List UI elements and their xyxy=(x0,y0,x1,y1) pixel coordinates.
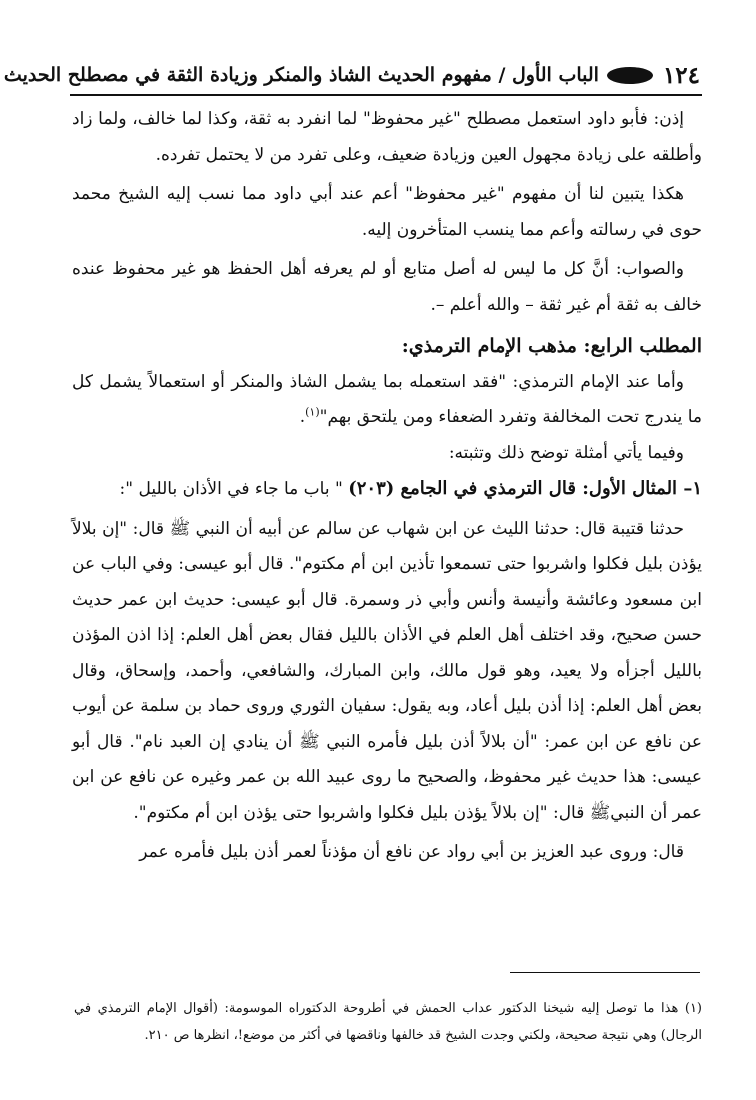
paragraph-example-one xyxy=(72,471,702,508)
footnote-separator xyxy=(510,972,700,973)
header-ornament-icon xyxy=(607,67,653,84)
example-heading: ١– المثال الأول: قال الترمذي في الجامع (٢٠٣) xyxy=(348,478,702,499)
header-underline xyxy=(70,94,702,96)
example-chapter-title: " باب ما جاء في الأذان بالليل ": xyxy=(119,479,349,499)
paragraph-last: قال: وروى عبد العزيز بن أبي رواد عن نافع أن مؤذناً لعمر أذن بليل فأمره عمر xyxy=(139,842,684,862)
paragraph-correct-view: والصواب: أنَّ كل ما ليس له أصل متابع أو لم يعرفه أهل الحفظ هو غير محفوظ عنده خالف به ثقة أم غير ثقة – والله أعلم –. xyxy=(72,259,702,315)
section-heading: المطلب الرابع: مذهب الإمام الترمذي: xyxy=(401,335,702,357)
paragraph-conclusion-abu-dawud: إذن: فأبو داود استعمل مصطلح "غير محفوظ" لما انفرد به ثقة، وكذا لما خالف، ولما زاد وأطلقه على زيادة مجهول العين وزيادة ضعيف، وعلى تفرد من لا يحتمل تفرده. xyxy=(72,109,702,165)
paragraph-clarification: هكذا يتبين لنا أن مفهوم "غير محفوظ" أعم عند أبي داود مما نسب إليه الشيخ محمد حوى في رسالته وأعم مما ينسب المتأخرون إليه. xyxy=(72,184,702,240)
paragraph-tirmidhi-intro: وأما عند الإمام الترمذي: "فقد استعمله بما يشمل الشاذ والمنكر أو استعمالاً يشمل كل ما يندرج تحت المخالفة وتفرد الضعفاء ومن يلتحق بهم"$^{(١)}$. xyxy=(72,371,702,427)
header-title: الباب الأول / مفهوم الحديث الشاذ والمنكر وزيادة الثقة في مصطلح الحديث xyxy=(3,64,599,86)
tirmidhi-intro-text: وأما عند الإمام الترمذي: "فقد استعمله بما يشمل الشاذ والمنكر أو استعمالاً يشمل كل ما يندرج تحت المخالفة وتفرد الضعفاء ومن يلتحق بهم" xyxy=(72,371,702,427)
paragraph-hadith-text: حدثنا قتيبة قال: حدثنا الليث عن ابن شهاب عن سالم عن أبيه أن النبي ﷺ قال: "إن بلالاً يؤذن بليل فكلوا واشربوا حتى تسمعوا تأذين ابن أم مكتوم". قال أبو عيسى: وفي الباب عن ابن مسعود وعائشة وأنيسة وأنس وأبي ذر وسمرة. قال أبو عيسى: حديث ابن عمر حديث حسن صحيح، وقد اختلف أهل العلم في الأذان بالليل فقال بعض أهل العلم: إذا اذن المؤذن بالليل أجزأه ولا يعيد، وهو قول مالك، وابن المبارك، والشافعي، وأحمد، وإسحاق، وقال بعض أهل العلم: إذا أذن بليل أعاد، وبه يقول: سفيان الثوري وروى حماد بن سلمة عن أيوب عن نافع عن ابن عمر: "أن بلالاً أذن بليل فأمره النبي ﷺ أن ينادي إن العبد نام". قال أبو عيسى: هذا حديث غير محفوظ، والصحيح ما روى عبيد الله بن عمر وغيره عن نافع عن ابن عمر أن النبيﷺ قال: "إن بلالاً يؤذن بليل فكلوا واشربوا حتى يؤذن ابن أم مكتوم". xyxy=(72,518,702,823)
footnote: (١) هذا ما توصل إليه شيخنا الدكتور عداب الحمش في أطروحة الدكتوراه الموسومة: (أقوال الإمام الترمذي في الرجال) وهي نتيجة صحيحة، ولكني وجدت الشيخ قد خالفها وناقضها في أكثر من موضع!، انظرها ص ٢١٠. xyxy=(74,1001,702,1043)
footnote-reference[interactable]: (١) xyxy=(305,405,320,419)
paragraph-examples-intro: وفيما يأتي أمثلة توضح ذلك وتثبته: xyxy=(448,442,684,463)
main-text xyxy=(72,102,702,871)
page-number: ١٢٤ xyxy=(662,61,700,89)
running-header xyxy=(3,58,700,92)
